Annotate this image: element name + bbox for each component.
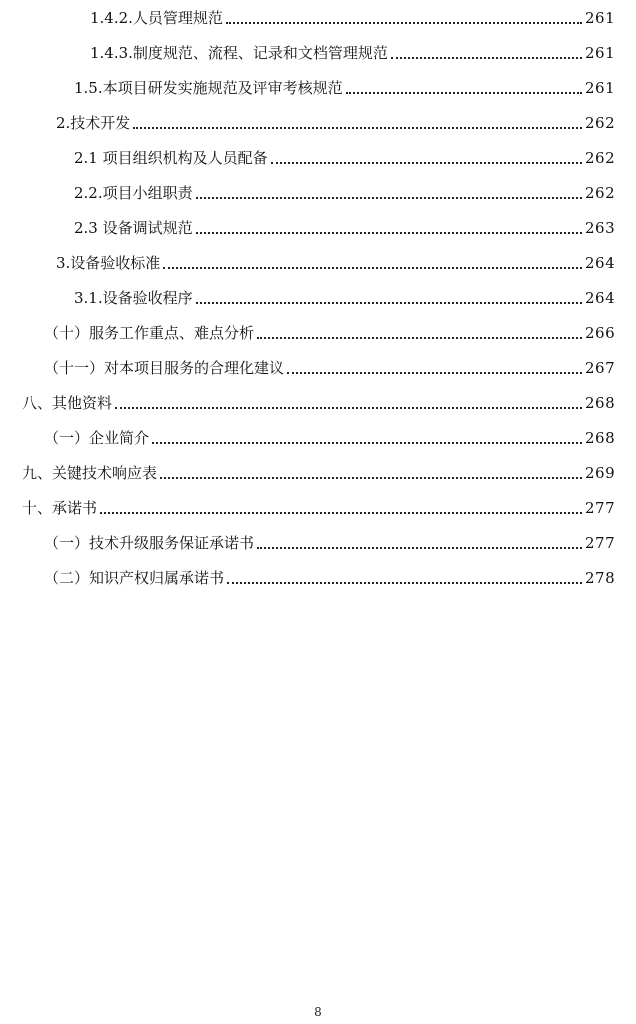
dot-leader <box>271 162 582 164</box>
toc-entry[interactable] <box>0 461 636 485</box>
toc-entry-page: 262 <box>585 114 616 132</box>
dot-leader <box>227 582 582 584</box>
toc-entry-label: （二）知识产权归属承诺书 <box>44 569 225 587</box>
toc-entry-page: 267 <box>585 359 616 377</box>
toc-entry[interactable] <box>0 286 636 310</box>
toc-entry[interactable] <box>0 111 636 135</box>
dot-leader <box>196 232 582 234</box>
toc-entry-label: 3.设备验收标准 <box>56 254 161 272</box>
toc-entry-page: 278 <box>585 569 616 587</box>
toc-entry-label: 九、关键技术响应表 <box>22 464 158 482</box>
toc-entry-label: 1.5.本项目研发实施规范及评审考核规范 <box>74 79 343 97</box>
toc-entry[interactable] <box>0 76 636 100</box>
toc-entry-label: （十）服务工作重点、难点分析 <box>44 324 255 342</box>
dot-leader <box>257 337 582 339</box>
toc-entry-page: 269 <box>585 464 616 482</box>
toc-entry-label: 2.技术开发 <box>56 114 131 132</box>
dot-leader <box>115 407 582 409</box>
dot-leader <box>226 22 582 24</box>
toc-entry-label: 1.4.2.人员管理规范 <box>90 9 223 27</box>
toc-entry-label: 八、其他资料 <box>22 394 113 412</box>
dot-leader <box>133 127 582 129</box>
toc-entry-label: （一）技术升级服务保证承诺书 <box>44 534 255 552</box>
toc-entry-page: 262 <box>585 149 616 167</box>
dot-leader <box>163 267 582 269</box>
toc-entry-page: 268 <box>585 429 616 447</box>
dot-leader <box>152 442 582 444</box>
dot-leader <box>346 92 582 94</box>
toc-entry-page: 263 <box>585 219 616 237</box>
toc-entry-page: 266 <box>585 324 616 342</box>
toc-entry[interactable] <box>0 41 636 65</box>
dot-leader <box>100 512 582 514</box>
toc-entry[interactable] <box>0 531 636 555</box>
toc-entry[interactable] <box>0 496 636 520</box>
dot-leader <box>257 547 582 549</box>
toc-entry-label: 3.1.设备验收程序 <box>74 289 193 307</box>
toc-entry-page: 261 <box>585 79 616 97</box>
toc-entry[interactable] <box>0 391 636 415</box>
toc-entry-label: 2.3 设备调试规范 <box>74 219 193 237</box>
toc-entry-label: 2.1 项目组织机构及人员配备 <box>74 149 268 167</box>
toc-entry-label: 十、承诺书 <box>22 499 98 517</box>
dot-leader <box>196 302 582 304</box>
toc-entry-page: 261 <box>585 9 616 27</box>
toc-entry-label: 1.4.3.制度规范、流程、记录和文档管理规范 <box>90 44 388 62</box>
dot-leader <box>391 57 582 59</box>
toc-entry[interactable] <box>0 356 636 380</box>
toc-entry[interactable] <box>0 251 636 275</box>
toc-entry-page: 264 <box>585 289 616 307</box>
toc-entry-page: 264 <box>585 254 616 272</box>
toc-entry[interactable] <box>0 216 636 240</box>
toc-entry[interactable] <box>0 181 636 205</box>
dot-leader <box>160 477 582 479</box>
dot-leader <box>196 197 582 199</box>
toc-entry-page: 261 <box>585 44 616 62</box>
toc-entry-label: （十一）对本项目服务的合理化建议 <box>44 359 285 377</box>
page-number: 8 <box>314 1005 322 1019</box>
toc-entry[interactable] <box>0 426 636 450</box>
toc-entry[interactable] <box>0 6 636 30</box>
toc-entry[interactable] <box>0 566 636 590</box>
toc-entry[interactable] <box>0 146 636 170</box>
dot-leader <box>287 372 582 374</box>
toc-entry-label: 2.2.项目小组职责 <box>74 184 193 202</box>
toc-entry[interactable] <box>0 321 636 345</box>
toc-entry-label: （一）企业简介 <box>44 429 150 447</box>
toc-entry-page: 277 <box>585 534 616 552</box>
toc-entry-page: 262 <box>585 184 616 202</box>
toc-entry-page: 268 <box>585 394 616 412</box>
toc-entry-page: 277 <box>585 499 616 517</box>
